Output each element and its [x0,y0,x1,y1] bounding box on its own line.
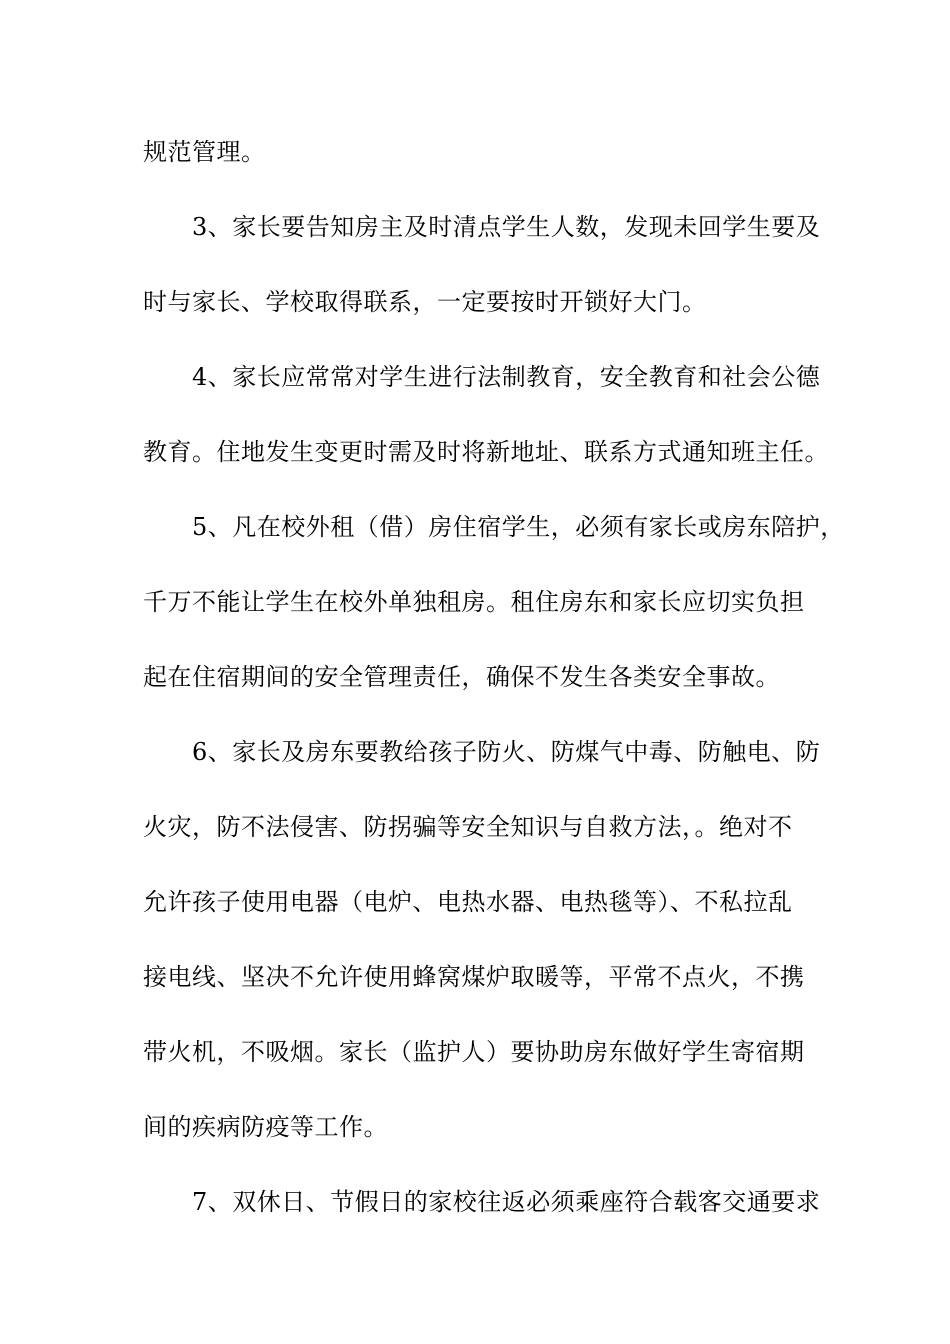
text-line-item-6-end: 间的疾病防疫等工作。 [143,1113,388,1141]
text-line-item-4-end: 教育。住地发生变更时需及时将新地址、联系方式通知班主任。 [143,438,829,466]
text-line-item-5-start: 5、凡在校外租（借）房住宿学生，必须有家长或房东陪护， [192,513,845,541]
text-line-item-6-start: 6、家长及房东要教给孩子防火、防煤气中毒、防触电、防 [192,738,821,766]
text-line-item-6-cont-1: 火灾，防不法侵害、防拐骗等安全知识与自救方法，。绝对不 [143,813,793,841]
text-line-continuation: 规范管理。 [143,138,266,166]
text-line-item-7-start: 7、双休日、节假日的家校往返必须乘座符合载客交通要求 [192,1188,821,1216]
text-line-item-5-end: 起在住宿期间的安全管理责任，确保不发生各类安全事故。 [143,663,780,691]
text-line-item-3-end: 时与家长、学校取得联系，一定要按时开锁好大门。 [143,288,707,316]
text-line-item-5-cont: 千万不能让学生在校外单独租房。租住房东和家长应切实负担 [143,588,805,616]
text-line-item-3-start: 3、家长要告知房主及时清点学生人数，发现未回学生要及 [192,213,821,241]
text-line-item-6-cont-2: 允许孩子使用电器（电炉、电热水器、电热毯等）、不私拉乱 [143,888,793,916]
text-line-item-4-start: 4、家长应常常对学生进行法制教育，安全教育和社会公德 [192,363,821,391]
text-line-item-6-cont-3: 接电线、坚决不允许使用蜂窝煤炉取暖等，平常不点火，不携 [143,963,805,991]
text-line-item-6-cont-4: 带火机，不吸烟。家长（监护人）要协助房东做好学生寄宿期 [143,1038,805,1066]
